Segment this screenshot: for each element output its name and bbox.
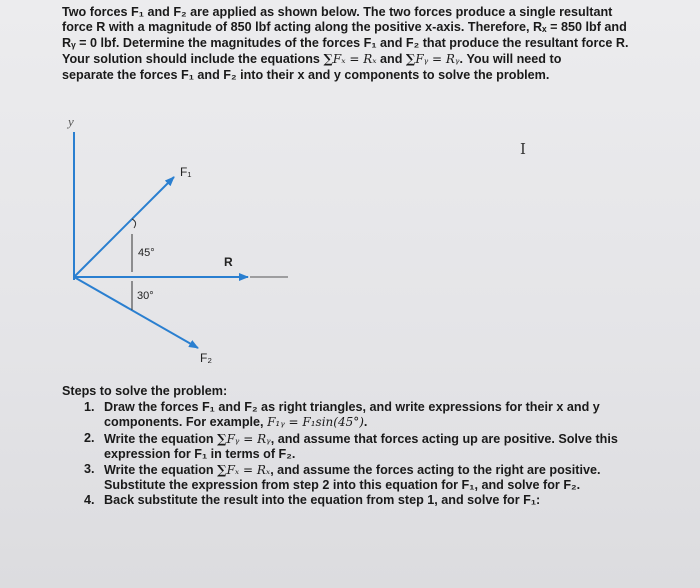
step-text-fragment: components. For example,: [104, 415, 268, 430]
intro-text: Your solution should include the equations: [62, 52, 324, 67]
step-item-2: [84, 431, 662, 462]
equation-sum-fy: Fᵧ = Rᵧ: [415, 52, 460, 67]
step-text: [104, 462, 662, 493]
step-text-fragment: Write the equation: [104, 463, 218, 478]
angle-45-label: 45°: [138, 247, 155, 259]
intro-line: force R with a magnitude of 850 lbf acting along the positive x-axis. Therefore, Rₓ = 850 lbf and: [62, 20, 627, 35]
intro-line: separate the forces F₁ and F₂ into their x and y components to solve the problem.: [62, 67, 550, 82]
intro-line-equations: [62, 51, 652, 67]
force-f1-label: F₁: [180, 165, 192, 179]
step-item-3: [84, 462, 662, 493]
step-number: 1.: [84, 400, 95, 415]
step-text-fragment: Write the equation: [104, 431, 218, 446]
step-item-1: [84, 400, 662, 430]
text-cursor-icon: I: [520, 140, 526, 158]
sum-symbol: ∑: [217, 430, 227, 446]
intro-text: . You will need to: [459, 52, 562, 67]
equation-f1y: F₁ᵧ = F₁sin(45°): [267, 415, 364, 430]
force-diagram: [60, 110, 300, 370]
equation-sum-fx: Fₓ = Rₓ: [226, 463, 271, 478]
steps-section: [62, 384, 662, 509]
force-f1-arrow: [74, 177, 174, 277]
step-text: [104, 400, 662, 430]
sum-symbol: ∑: [217, 462, 227, 478]
step-item-4: [84, 493, 662, 508]
intro-line: Two forces F₁ and F₂ are applied as shown below. The two forces produce a single resultant: [62, 5, 613, 19]
step-line: expression for F₁ in terms of F₂.: [104, 446, 296, 461]
steps-title: Steps to solve the problem:: [62, 384, 228, 398]
equation-sum-fy: Fᵧ = Rᵧ: [226, 431, 271, 446]
step-line: [104, 462, 662, 478]
y-axis-label: y: [68, 114, 74, 129]
step-line: [104, 415, 662, 430]
step-line: [104, 431, 662, 447]
sum-symbol: ∑: [405, 51, 416, 67]
equation-sum-fx: Fₓ = Rₓ: [332, 52, 377, 67]
resultant-r-label: R: [224, 255, 233, 269]
intro-line: Rᵧ = 0 lbf. Determine the magnitudes of the forces F₁ and F₂ that produce the resultant force R.: [62, 35, 629, 50]
step-text-fragment: .: [363, 415, 368, 430]
step-line: Draw the forces F₁ and F₂ as right triangles, and write expressions for their x and y: [104, 400, 600, 415]
intro-text: and: [376, 52, 406, 67]
force-f2-label: F₂: [200, 351, 212, 365]
angle-30-label: 30°: [137, 290, 154, 302]
step-number: 2.: [84, 430, 95, 445]
step-text-fragment: , and assume the forces acting to the right are positive.: [270, 463, 601, 478]
step-number: 4.: [84, 493, 95, 508]
step-text-fragment: , and assume that forces acting up are positive. Solve this: [270, 431, 618, 446]
step-text: [104, 493, 662, 508]
step-number: 3.: [84, 462, 95, 477]
sum-symbol: ∑: [323, 51, 333, 67]
step-line: Substitute the expression from step 2 into this equation for F₁, and solve for F₂.: [104, 478, 581, 493]
step-line: Back substitute the result into the equation from step 1, and solve for F₁:: [104, 493, 541, 508]
step-text: [104, 431, 662, 462]
angle-45-arc: [132, 219, 136, 228]
force-f2-arrow: [74, 277, 198, 348]
problem-statement: [62, 5, 652, 83]
